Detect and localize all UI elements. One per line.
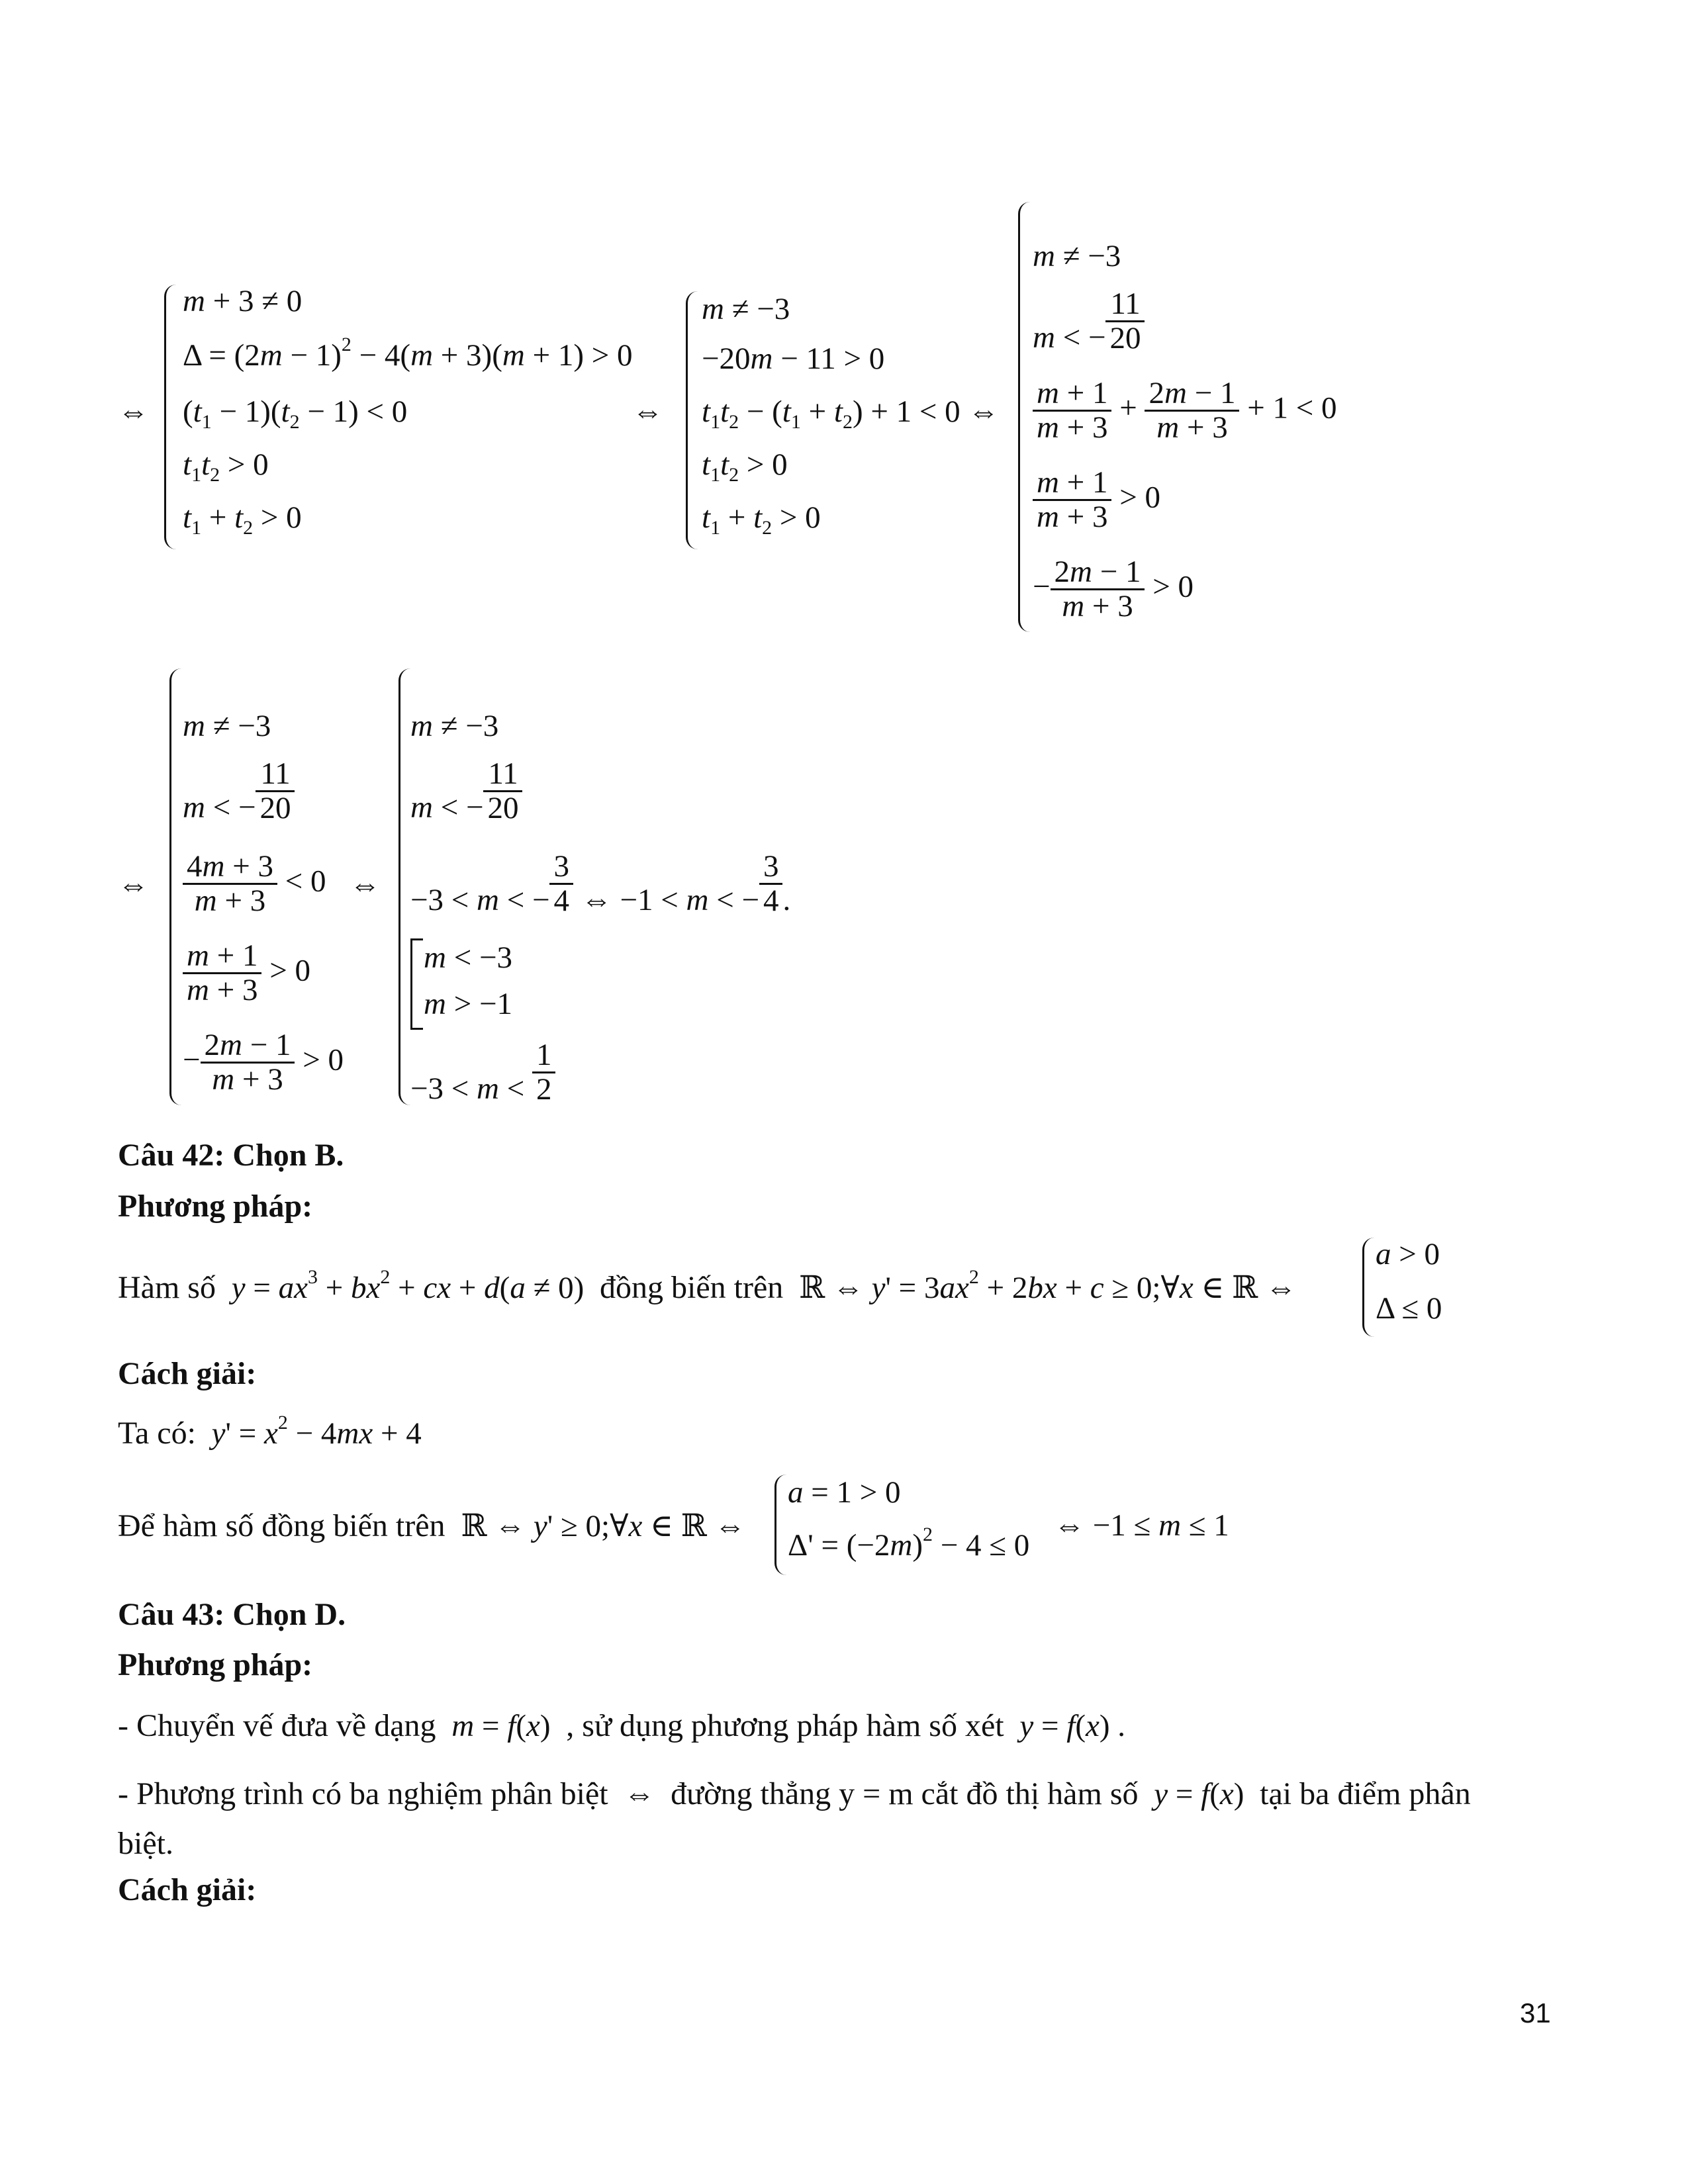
system-brace xyxy=(164,285,178,549)
system-line: $\frac{m + 1}{m + 3}$ > 0 xyxy=(183,940,310,1007)
system-line: $\Delta = (2m - 1)^2 - 4(m + 3)(m + 1) > 0$ xyxy=(183,334,633,373)
system-line: $t_1t_2 - (t_1 + t_2) + 1 < 0$ ⇔ xyxy=(702,394,1000,433)
system-line: $t_1 + t_2 > 0$ xyxy=(183,500,302,539)
system-line: m < −3 xyxy=(424,940,512,975)
method-line: - Chuyển vế đưa về dạng m = f(x) , sử dụng phương pháp hàm số xét y = f(x) . xyxy=(118,1708,1126,1743)
method-line: - Phương trình có ba nghiệm phân biệt ⇔ đường thẳng y = m cắt đồ thị hàm số y = f(x) tại ba điểm phân xyxy=(118,1776,1471,1811)
text-span: Hàm số xyxy=(118,1270,216,1305)
system-line: − $\frac{2m - 1}{m + 3}$ > 0 xyxy=(1033,555,1194,624)
text-span: - Chuyển vế đưa về dạng xyxy=(118,1708,436,1743)
system-brace xyxy=(1362,1238,1376,1337)
system-line: $(t_1 - 1)(t_2 - 1) < 0$ xyxy=(183,394,408,433)
text-span: đường thẳng y = m cắt đồ thị hàm số xyxy=(671,1776,1139,1811)
system-line: m > −1 xyxy=(424,987,512,1021)
system-line: $\frac{4m + 3}{m + 3}$ < 0 xyxy=(183,850,326,918)
system-line: $\Delta' = (-2m)^2 - 4 \le 0$ xyxy=(788,1524,1030,1563)
system-line: m + 3 ≠ 0 xyxy=(183,284,303,318)
system-line: −3 < m < $\frac{1}{2}$ xyxy=(410,1039,555,1107)
text-span: đồng biến trên xyxy=(600,1270,784,1305)
union-bracket xyxy=(410,938,423,1030)
text-span: , sử dụng phương pháp hàm số xét xyxy=(566,1708,1004,1743)
system-line: m < − $\frac{11}{20}$ xyxy=(410,758,522,825)
system-line: −3 < m < − $\frac{3}{4}$ ⇔ −1 < m < − $\frac{3}{4}$ . xyxy=(410,849,791,919)
system-line: − $\frac{2m - 1}{m + 3}$ > 0 xyxy=(183,1028,344,1097)
equiv-symbol: ⇔ xyxy=(118,394,149,429)
question-heading: Câu 42: Chọn B. xyxy=(118,1138,344,1173)
solution-line: Để hàm số đồng biến trên ℝ ⇔ y' ≥ 0;∀x ∈ ℝ ⇔ xyxy=(118,1508,746,1543)
system-brace xyxy=(774,1475,788,1575)
system-line: $t_1t_2 > 0$ xyxy=(183,447,269,486)
system-line: m < − $\frac{11}{20}$ xyxy=(183,758,295,825)
equiv-symbol: ⇔ xyxy=(632,394,663,429)
solution-line: Ta có: $y' = x^2 - 4mx + 4$ xyxy=(118,1412,422,1451)
system-line: a = 1 > 0 xyxy=(788,1475,901,1510)
system-brace xyxy=(1018,202,1032,632)
system-line: m ≠ −3 xyxy=(702,292,790,326)
method-line: Hàm số $y = ax^3 + bx^2$ + cx + d(a ≠ 0) đồng biến trên ℝ ⇔ $y' = 3ax^2 + 2bx + c$ ≥ 0;∀x ∈ ℝ ⇔ xyxy=(118,1266,1297,1305)
solution-label: Cách giải: xyxy=(118,1872,257,1907)
system-line: m < − $\frac{11}{20}$ xyxy=(1033,288,1145,355)
result-line: ⇔ −1 ≤ m ≤ 1 xyxy=(1054,1508,1229,1543)
system-line: $\frac{m + 1}{m + 3}$ + $\frac{2m - 1}{m + 3}$ + 1 < 0 xyxy=(1033,377,1336,445)
system-brace xyxy=(686,291,700,549)
method-label: Phương pháp: xyxy=(118,1647,313,1682)
text-span: Để hàm số đồng biến trên xyxy=(118,1508,445,1543)
system-line: m ≠ −3 xyxy=(183,709,271,743)
question-heading: Câu 43: Chọn D. xyxy=(118,1597,346,1632)
text-span: tại ba điểm phân xyxy=(1260,1776,1471,1811)
system-line: m ≠ −3 xyxy=(410,709,499,743)
system-line: Δ ≤ 0 xyxy=(1376,1291,1442,1326)
system-line: $t_1t_2 > 0$ xyxy=(702,447,788,486)
system-line: m ≠ −3 xyxy=(1033,239,1121,273)
text-span: - Phương trình có ba nghiệm phân biệt xyxy=(118,1776,608,1811)
system-line: $t_1 + t_2 > 0$ xyxy=(702,500,821,539)
method-label: Phương pháp: xyxy=(118,1189,313,1224)
method-line: biệt. xyxy=(118,1826,173,1861)
text-span: Ta có: xyxy=(118,1416,196,1451)
page-number: 31 xyxy=(1520,1997,1551,2028)
equiv-symbol: ⇔ xyxy=(118,868,149,902)
solution-label: Cách giải: xyxy=(118,1356,257,1391)
system-line: −20m − 11 > 0 xyxy=(702,341,885,376)
system-brace xyxy=(169,668,183,1105)
system-line: a > 0 xyxy=(1376,1237,1440,1271)
equiv-symbol: ⇔ xyxy=(350,868,381,902)
system-line: $\frac{m + 1}{m + 3}$ > 0 xyxy=(1033,467,1160,534)
